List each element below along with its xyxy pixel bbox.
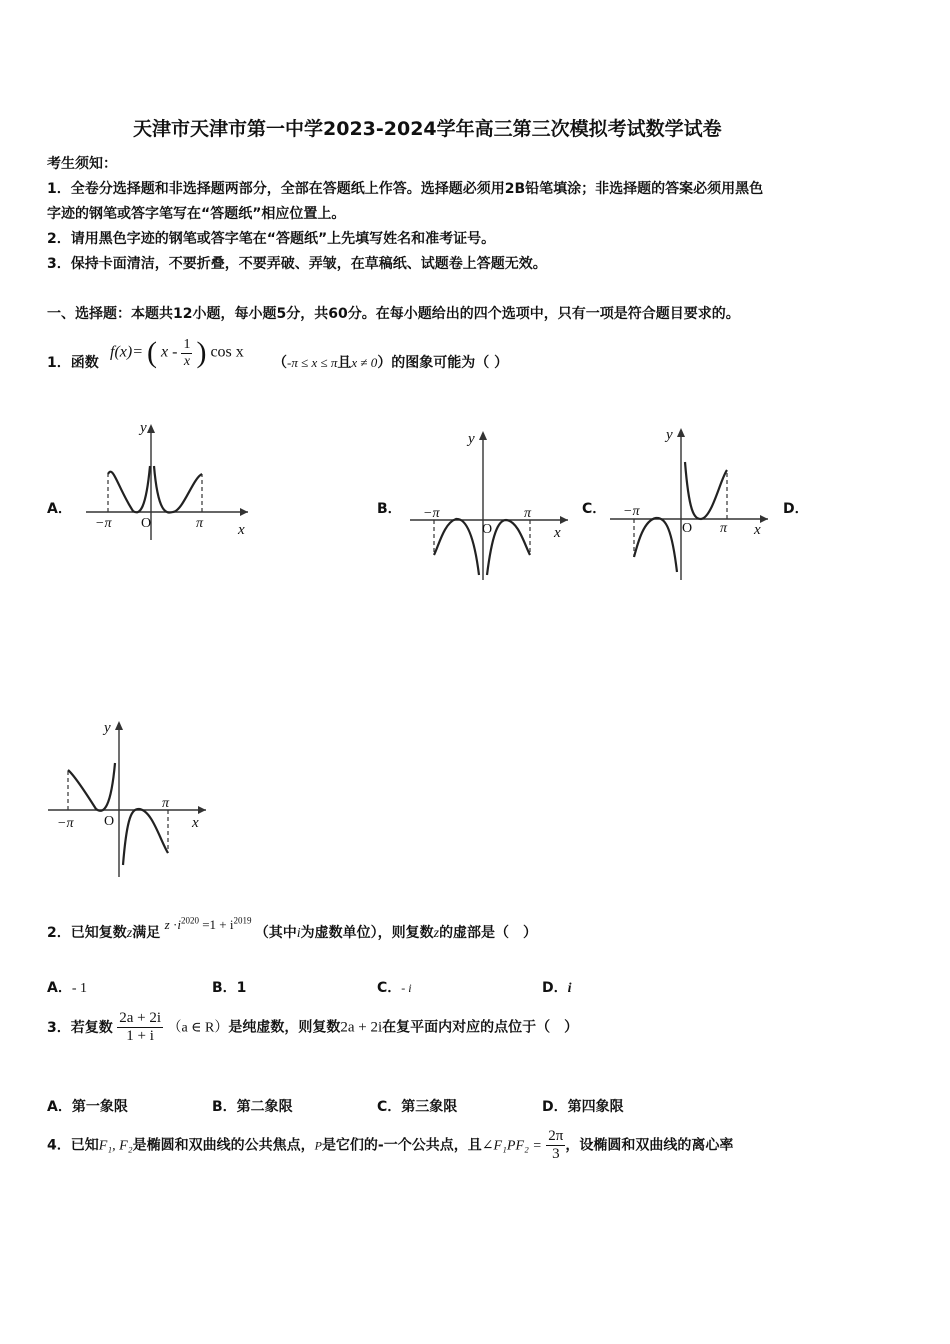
graph-b bbox=[406, 425, 576, 585]
q1-paren-close: ) bbox=[196, 336, 207, 369]
graph-a-y-label: y bbox=[140, 420, 147, 436]
q1-func-cos: cos x bbox=[210, 343, 244, 361]
graph-c-pi: π bbox=[720, 521, 728, 536]
q4-mid2: 是它们的-一个公共点，且 bbox=[321, 1137, 482, 1154]
q3-frac-den: 1 + i bbox=[126, 1028, 154, 1044]
q2-eq-rhs: =1 + i bbox=[202, 917, 234, 932]
q2-option-c-label: C． bbox=[377, 980, 402, 996]
graph-d-y-arrow bbox=[115, 721, 123, 730]
q3-option-a-label: A． bbox=[47, 1099, 72, 1115]
q1-suffix: ）的图象可能为（ ） bbox=[377, 355, 509, 371]
graph-a-pi: π bbox=[196, 516, 204, 531]
q2-equation bbox=[165, 917, 255, 932]
q3-option-d-value: 第四象限 bbox=[567, 1099, 624, 1115]
q2-z2: z bbox=[433, 926, 440, 941]
graph-d-pi: π bbox=[162, 796, 170, 811]
q2-suffix-b: 为虚数单位），则复数 bbox=[300, 925, 434, 941]
graph-a-curve-right bbox=[154, 466, 202, 513]
graph-d-neg-pi: −π bbox=[57, 816, 74, 831]
q4-angle: ∠F₁PF₂ = bbox=[481, 1138, 542, 1154]
graph-c-neg-pi: −π bbox=[623, 504, 640, 519]
graph-c-origin: O bbox=[682, 521, 693, 536]
q1-func-x: x bbox=[161, 343, 169, 361]
q2-option-a-value: - 1 bbox=[71, 981, 88, 996]
q1-cond-ne: x ≠ 0 bbox=[351, 355, 378, 370]
q3-option-d-label: D． bbox=[542, 1099, 568, 1115]
q4-mid1: 是椭圆和双曲线的公共焦点， bbox=[132, 1137, 315, 1154]
q1-option-d[interactable]: D． bbox=[783, 501, 809, 517]
q1-prefix: 1．函数 bbox=[47, 355, 99, 371]
q1-frac-num: 1 bbox=[183, 336, 191, 352]
q2-option-b[interactable] bbox=[212, 977, 246, 997]
q2-eq-z: z bbox=[164, 917, 170, 932]
q3-expr: 2a + 2i bbox=[340, 1019, 383, 1036]
q4-prefix: 4．已知 bbox=[47, 1137, 99, 1154]
q2-suffix-a: （其中 bbox=[254, 925, 297, 941]
q3-option-a[interactable] bbox=[47, 1096, 128, 1116]
q3-stem bbox=[47, 1010, 578, 1045]
q2-option-d-value: i bbox=[567, 981, 572, 996]
q3-frac-num: 2a + 2i bbox=[119, 1010, 161, 1026]
graph-d-x-arrow bbox=[198, 806, 206, 814]
graph-d-curve-right bbox=[123, 809, 168, 865]
q1-cond-range: -π ≤ x ≤ π bbox=[287, 355, 338, 370]
graph-b-y-arrow bbox=[479, 431, 487, 440]
notice-item-1-cont: 字迹的钢笔或答字笔写在“答题纸”相应位置上。 bbox=[47, 206, 346, 222]
q4-frac-num: 2π bbox=[548, 1128, 564, 1144]
q3-cond: （a ∈ R） bbox=[167, 1020, 229, 1036]
graph-c-y-arrow bbox=[677, 428, 685, 437]
q2-suffix-c: 的虚部是（ ） bbox=[439, 925, 538, 941]
q2-i-var: i bbox=[296, 926, 301, 941]
q2-eq-i: i bbox=[177, 917, 181, 932]
q3-suffix: 在复平面内对应的点位于（ ） bbox=[382, 1019, 579, 1036]
q2-option-a[interactable] bbox=[47, 977, 87, 997]
q2-eq-dot: · bbox=[172, 917, 178, 932]
graph-d-x-label: x bbox=[192, 815, 199, 831]
graph-c-x-arrow bbox=[760, 515, 768, 523]
q3-option-d[interactable] bbox=[542, 1096, 624, 1116]
q3-option-b-value: 第二象限 bbox=[236, 1099, 293, 1115]
q1-cond-and: 且 bbox=[337, 355, 352, 371]
q4-suffix: ，设椭圆和双曲线的离心率 bbox=[565, 1137, 734, 1154]
q2-option-c[interactable] bbox=[377, 977, 412, 997]
graph-a-curve-left bbox=[108, 466, 150, 512]
notice-item-2: 2．请用黑色字迹的钢笔或答字笔在“答题纸”上先填写姓名和准考证号。 bbox=[47, 231, 496, 247]
page-title: 天津市天津市第一中学2023-2024学年高三第三次模拟考试数学试卷 bbox=[133, 118, 722, 140]
graph-a-origin: O bbox=[141, 516, 152, 531]
q1-frac-den: x bbox=[183, 353, 191, 369]
graph-c-y-label: y bbox=[666, 427, 673, 443]
q1-paren-open: ( bbox=[147, 336, 157, 369]
q1-func-minus: - bbox=[172, 343, 178, 361]
q4-foci: F₁, F₂ bbox=[98, 1138, 133, 1154]
q2-z: z bbox=[126, 926, 133, 941]
graph-d-y-label: y bbox=[104, 720, 111, 736]
section-heading: 一、选择题：本题共12小题，每小题5分，共60分。在每小题给出的四个选项中，只有一项是符合题目要求的。 bbox=[47, 306, 740, 322]
q3-option-b[interactable] bbox=[212, 1096, 293, 1116]
graph-b-origin: O bbox=[482, 522, 493, 537]
graph-b-x-label: x bbox=[554, 525, 561, 541]
graph-d bbox=[44, 715, 214, 880]
q2-option-c-value: - i bbox=[401, 981, 412, 995]
q4-frac-den: 3 bbox=[552, 1146, 560, 1162]
q2-stem bbox=[47, 915, 538, 942]
q4-fraction bbox=[546, 1128, 565, 1163]
q3-option-c-value: 第三象限 bbox=[401, 1099, 458, 1115]
q1-cond-open: （ bbox=[273, 355, 287, 371]
q2-option-d-label: D． bbox=[542, 980, 568, 996]
graph-a-x-label: x bbox=[238, 522, 245, 538]
q4-p: P bbox=[314, 1138, 322, 1153]
q2-eq-exp1: 2020 bbox=[180, 915, 199, 926]
graph-b-curve-right bbox=[487, 520, 530, 575]
graph-b-pi: π bbox=[524, 506, 532, 521]
graph-b-x-arrow bbox=[560, 516, 568, 524]
q1-fraction bbox=[181, 337, 192, 370]
notice-heading: 考生须知： bbox=[47, 156, 117, 172]
q3-fraction bbox=[117, 1010, 163, 1045]
q1-function bbox=[110, 336, 244, 370]
q3-prefix: 3．若复数 bbox=[47, 1019, 113, 1036]
notice-item-3: 3．保持卡面清洁，不要折叠，不要弄破、弄皱，在草稿纸、试题卷上答题无效。 bbox=[47, 256, 547, 272]
graph-b-y-label: y bbox=[468, 431, 475, 447]
q1-option-c[interactable]: C． bbox=[582, 501, 607, 517]
notice-item-1: 1．全卷分选择题和非选择题两部分，全部在答题纸上作答。选择题必须用2B铅笔填涂；非选择题的答案必须用黑色 bbox=[47, 181, 764, 197]
graph-a-x-arrow bbox=[240, 508, 248, 516]
q3-option-a-value: 第一象限 bbox=[71, 1099, 128, 1115]
q2-option-a-label: A． bbox=[47, 980, 72, 996]
q3-mid: 是纯虚数，则复数 bbox=[228, 1019, 341, 1036]
q4-stem bbox=[47, 1128, 733, 1163]
graph-b-curve-left bbox=[434, 519, 479, 575]
graph-c-curve-left bbox=[634, 518, 677, 572]
graph-a bbox=[78, 418, 258, 543]
graph-b-neg-pi: −π bbox=[423, 506, 440, 521]
graph-c bbox=[606, 422, 776, 582]
graph-c-curve-right bbox=[685, 462, 727, 519]
q2-option-b-value: 1 bbox=[236, 980, 247, 996]
graph-a-y-arrow bbox=[147, 424, 155, 433]
q2-eq-exp2: 2019 bbox=[233, 915, 252, 926]
q1-func-lhs: f(x)= bbox=[110, 343, 143, 361]
q3-option-b-label: B． bbox=[212, 1099, 237, 1115]
q2-prefix: 2．已知复数 bbox=[47, 925, 127, 941]
graph-d-origin: O bbox=[104, 814, 115, 829]
q1-option-a[interactable]: A． bbox=[47, 501, 72, 517]
q2-option-d[interactable] bbox=[542, 977, 572, 997]
q2-mid: 满足 bbox=[132, 925, 161, 941]
q1-option-b[interactable]: B． bbox=[377, 501, 402, 517]
q2-option-b-label: B． bbox=[212, 980, 237, 996]
graph-a-neg-pi: −π bbox=[95, 516, 112, 531]
q3-option-c[interactable] bbox=[377, 1096, 457, 1116]
q1-condition bbox=[273, 352, 508, 372]
graph-c-x-label: x bbox=[754, 522, 761, 538]
q3-option-c-label: C． bbox=[377, 1099, 402, 1115]
graph-d-curve-left bbox=[68, 763, 115, 811]
